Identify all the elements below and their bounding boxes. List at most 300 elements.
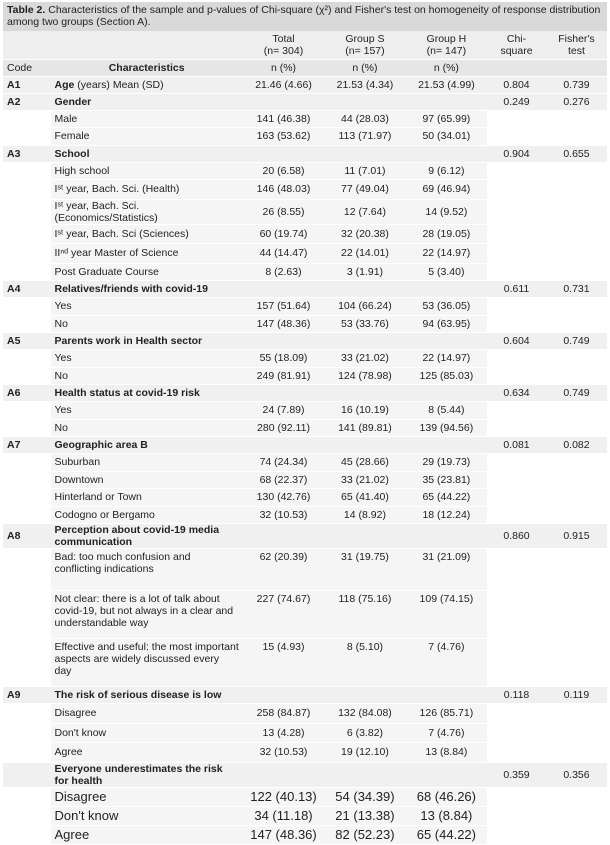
section-fisher: 0.119 [546,687,607,704]
section-total [243,145,324,162]
row-chi-blank [487,244,546,264]
section-chi: 0.634 [487,385,546,402]
section-title [51,145,243,162]
row-gs: 82 (52.23) [324,825,405,844]
row-gs: 77 (49.04) [324,180,405,200]
section-total [243,385,324,402]
row-gs: 53 (33.76) [324,315,405,333]
row-total: 147 (48.36) [243,315,324,333]
row-label: No [51,367,243,385]
section-code: A3 [3,145,51,162]
row-gh: 13 (8.84) [406,743,487,763]
row-label: Downtown [51,471,243,489]
row-code-blank [3,402,51,420]
row-gs: 54 (34.39) [324,787,405,806]
table-row [3,806,607,825]
section-code: A1 [3,76,51,93]
table-row [3,224,607,244]
row-fisher-blank [546,723,607,743]
section-title [51,93,243,110]
subheader-gs-npct: n (%) [324,59,405,76]
row-total: 60 (19.74) [243,224,324,244]
row-gs: 33 (21.02) [324,350,405,368]
table-row [3,402,607,420]
table-row [3,128,607,146]
row-fisher-blank [546,806,607,825]
section-total [243,93,324,110]
section-group-s [324,145,405,162]
row-chi-blank [487,263,546,281]
row-total: 280 (92.11) [243,419,324,437]
section-code: A2 [3,93,51,110]
row-gh: 5 (3.40) [406,263,487,281]
row-gs: 3 (1.91) [324,263,405,281]
row-gh: 13 (8.84) [406,806,487,825]
row-label: IIⁿᵈ year Master of Science [51,244,243,264]
row-gh: 65 (44.22) [406,825,487,844]
row-fisher-blank [546,263,607,281]
section-total: 21.46 (4.66) [243,76,324,93]
row-gh: 35 (23.81) [406,471,487,489]
row-label: No [51,315,243,333]
section-chi: 0.804 [487,76,546,93]
row-gh: 53 (36.05) [406,298,487,316]
row-chi-blank [487,743,546,763]
section-title-text: Health status at covid-19 risk [54,387,200,399]
row-gs: 11 (7.01) [324,162,405,180]
row-gh: 125 (85.03) [406,367,487,385]
row-gh: 29 (19.73) [406,454,487,472]
section-code: A9 [3,687,51,704]
row-label: High school [51,162,243,180]
row-gs: 65 (41.40) [324,489,405,507]
row-gh: 8 (5.44) [406,402,487,420]
row-code-blank [3,825,51,844]
row-code-blank [3,454,51,472]
row-code-blank [3,743,51,763]
section-chi: 0.604 [487,333,546,350]
section-row [3,437,607,454]
row-fisher-blank [546,244,607,264]
table-row [3,704,607,724]
row-fisher-blank [546,402,607,420]
row-chi-blank [487,224,546,244]
row-label: Yes [51,298,243,316]
section-group-s [324,762,405,787]
header-group-s-n: (n= 157) [345,44,385,57]
row-total: 13 (4.28) [243,723,324,743]
row-gh: 139 (94.56) [406,419,487,437]
section-title-text: Relatives/friends with covid-19 [54,283,208,295]
row-chi-blank [487,639,546,687]
section-row [3,145,607,162]
section-group-h [406,281,487,298]
row-gh: 9 (6.12) [406,162,487,180]
row-label: Effective and useful: the most important aspects are widely discussed every day [51,639,243,687]
row-chi-blank [487,489,546,507]
row-label: Not clear: there is a lot of talk about covid-19, but not always in a clear and understandable way [51,591,243,639]
row-code-blank [3,162,51,180]
section-chi: 0.860 [487,524,546,549]
row-fisher-blank [546,825,607,844]
section-title [51,762,243,787]
row-chi-blank [487,402,546,420]
row-code-blank [3,489,51,507]
section-group-s: 21.53 (4.34) [324,76,405,93]
row-code-blank [3,367,51,385]
row-total: 130 (42.76) [243,489,324,507]
section-row [3,524,607,549]
row-total: 227 (74.67) [243,591,324,639]
row-code-blank [3,639,51,687]
row-fisher-blank [546,199,607,224]
section-code: A8 [3,524,51,549]
row-total: 55 (18.09) [243,350,324,368]
row-total: 249 (81.91) [243,367,324,385]
section-total [243,437,324,454]
section-title [51,333,243,350]
section-title [51,385,243,402]
table-row [3,639,607,687]
section-code: A7 [3,437,51,454]
row-chi-blank [487,199,546,224]
section-fisher: 0.749 [546,333,607,350]
table-row [3,180,607,200]
subheader-gh-npct: n (%) [406,59,487,76]
section-title [51,76,243,93]
row-chi-blank [487,723,546,743]
section-title-text: Age [54,78,75,91]
row-gh: 18 (12.24) [406,506,487,524]
table-row [3,162,607,180]
section-title-text: Gender [54,95,92,108]
section-title-text: The risk of serious disease is low [54,689,222,701]
row-fisher-blank [546,704,607,724]
subheader-characteristics: Characteristics [51,59,243,76]
row-gh: 94 (63.95) [406,315,487,333]
row-gs: 118 (75.16) [324,591,405,639]
row-gh: 7 (4.76) [406,723,487,743]
row-gs: 22 (14.01) [324,244,405,264]
row-chi-blank [487,787,546,806]
row-total: 8 (2.63) [243,263,324,281]
row-code-blank [3,315,51,333]
row-label: Agree [51,825,243,844]
row-chi-blank [487,549,546,591]
header-group-h [406,31,487,59]
row-chi-blank [487,110,546,128]
section-fisher: 0.739 [546,76,607,93]
row-gs: 132 (84.08) [324,704,405,724]
section-title-text: Parents work in Health sector [54,335,203,347]
row-total: 15 (4.93) [243,639,324,687]
row-code-blank [3,787,51,806]
table-row [3,471,607,489]
table-row [3,244,607,264]
section-code: A6 [3,385,51,402]
row-total: 122 (40.13) [243,787,324,806]
row-chi-blank [487,825,546,844]
table-row [3,350,607,368]
row-label: Don't know [51,806,243,825]
row-fisher-blank [546,506,607,524]
section-chi: 0.359 [487,762,546,787]
header-group-h-n: (n= 147) [426,44,467,57]
row-code-blank [3,224,51,244]
section-code: A5 [3,333,51,350]
table-row [3,506,607,524]
section-group-s [324,385,405,402]
header-total-n: (n= 304) [263,44,304,57]
section-group-h [406,687,487,704]
row-label: Suburban [51,454,243,472]
table-row [3,263,607,281]
section-total [243,762,324,787]
row-gs: 8 (5.10) [324,639,405,687]
row-fisher-blank [546,639,607,687]
table-body [3,76,607,844]
row-fisher-blank [546,419,607,437]
subheader-total-npct: n (%) [243,59,324,76]
header-total [243,31,324,59]
header-char-blank [51,31,243,59]
header-chi: Chi-square [487,31,546,59]
section-fisher: 0.749 [546,385,607,402]
table-row [3,743,607,763]
row-chi-blank [487,180,546,200]
section-code [3,762,51,787]
row-gs: 113 (71.97) [324,128,405,146]
row-total: 62 (20.39) [243,549,324,591]
table-row [3,825,607,844]
row-fisher-blank [546,591,607,639]
row-fisher-blank [546,743,607,763]
row-chi-blank [487,419,546,437]
row-fisher-blank [546,471,607,489]
row-label: Bad: too much confusion and conflicting indications [51,549,243,591]
section-total [243,687,324,704]
row-code-blank [3,723,51,743]
row-fisher-blank [546,549,607,591]
section-fisher: 0.731 [546,281,607,298]
row-label: Female [51,128,243,146]
header-code-blank [3,31,51,59]
row-gs: 21 (13.38) [324,806,405,825]
row-total: 26 (8.55) [243,199,324,224]
row-label: Iˢᵗ year, Bach. Sci. (Economics/Statistics) [51,199,243,224]
section-title [51,281,243,298]
header-total-label: Total [272,32,295,45]
row-fisher-blank [546,128,607,146]
section-group-h [406,762,487,787]
section-group-h [406,145,487,162]
row-label: Hinterland or Town [51,489,243,507]
row-total: 32 (10.53) [243,743,324,763]
row-gs: 32 (20.38) [324,224,405,244]
section-group-h: 21.53 (4.99) [406,76,487,93]
row-chi-blank [487,471,546,489]
row-code-blank [3,419,51,437]
row-gs: 45 (28.66) [324,454,405,472]
row-gs: 16 (10.19) [324,402,405,420]
row-chi-blank [487,704,546,724]
section-group-h [406,333,487,350]
row-gs: 14 (8.92) [324,506,405,524]
row-code-blank [3,350,51,368]
section-group-s [324,333,405,350]
row-code-blank [3,199,51,224]
section-total [243,333,324,350]
row-fisher-blank [546,315,607,333]
subheader-code: Code [3,59,51,76]
header-fisher: Fisher's test [546,31,607,59]
row-gs: 31 (19.75) [324,549,405,591]
row-gh: 22 (14.97) [406,244,487,264]
row-total: 34 (11.18) [243,806,324,825]
row-label: Disagree [51,787,243,806]
section-row [3,93,607,110]
row-total: 24 (7.89) [243,402,324,420]
row-label: Agree [51,743,243,763]
section-row [3,76,607,93]
section-fisher: 0.082 [546,437,607,454]
row-fisher-blank [546,180,607,200]
row-gs: 124 (78.98) [324,367,405,385]
row-gs: 33 (21.02) [324,471,405,489]
row-chi-blank [487,506,546,524]
row-chi-blank [487,806,546,825]
section-title-text: Perception about covid-19 media communication [54,524,220,548]
row-fisher-blank [546,367,607,385]
subheader-row [3,59,607,76]
table-row [3,454,607,472]
section-chi: 0.081 [487,437,546,454]
section-row [3,333,607,350]
table-row [3,367,607,385]
section-chi: 0.611 [487,281,546,298]
section-group-s [324,687,405,704]
row-code-blank [3,549,51,591]
header-group-h-label: Group H [426,32,467,45]
table-row [3,549,607,591]
row-label: Yes [51,350,243,368]
row-gh: 68 (46.26) [406,787,487,806]
row-code-blank [3,704,51,724]
row-code-blank [3,110,51,128]
row-label: Iˢᵗ year, Bach. Sci (Sciences) [51,224,243,244]
table-row [3,787,607,806]
row-code-blank [3,506,51,524]
row-chi-blank [487,315,546,333]
section-group-s [324,524,405,549]
row-fisher-blank [546,224,607,244]
section-group-h [406,524,487,549]
row-chi-blank [487,298,546,316]
row-label: Don't know [51,723,243,743]
header-group-s [324,31,405,59]
table-row [3,419,607,437]
row-code-blank [3,128,51,146]
caption-text: Characteristics of the sample and p-values of Chi-square (χ²) and Fisher's test on homogeneity of response distribution among two groups (Section A). [7,4,601,28]
section-chi: 0.249 [487,93,546,110]
row-chi-blank [487,162,546,180]
section-row [3,687,607,704]
row-label: Yes [51,402,243,420]
table-row [3,489,607,507]
row-total: 44 (14.47) [243,244,324,264]
row-label: Codogno or Bergamo [51,506,243,524]
section-title-text: School [54,147,90,160]
row-chi-blank [487,591,546,639]
section-title [51,687,243,704]
table-caption [3,2,607,31]
row-total: 20 (6.58) [243,162,324,180]
table-row [3,110,607,128]
row-fisher-blank [546,162,607,180]
row-gh: 109 (74.15) [406,591,487,639]
section-title [51,524,243,549]
row-gh: 28 (19.05) [406,224,487,244]
row-total: 141 (46.38) [243,110,324,128]
section-chi: 0.118 [487,687,546,704]
table-row [3,591,607,639]
characteristics-table [3,31,607,845]
row-code-blank [3,263,51,281]
header-row [3,31,607,59]
section-title [51,437,243,454]
row-gh: 126 (85.71) [406,704,487,724]
section-fisher: 0.915 [546,524,607,549]
section-group-h [406,385,487,402]
row-gs: 12 (7.64) [324,199,405,224]
row-total: 68 (22.37) [243,471,324,489]
row-total: 32 (10.53) [243,506,324,524]
section-group-h [406,93,487,110]
section-chi: 0.904 [487,145,546,162]
row-gs: 6 (3.82) [324,723,405,743]
table-container [3,2,607,845]
section-title-suffix: (years) Mean (SD) [74,78,164,91]
row-gh: 7 (4.76) [406,639,487,687]
row-chi-blank [487,128,546,146]
row-chi-blank [487,454,546,472]
section-row [3,385,607,402]
row-fisher-blank [546,454,607,472]
row-gh: 97 (65.99) [406,110,487,128]
row-total: 147 (48.36) [243,825,324,844]
row-gh: 50 (34.01) [406,128,487,146]
row-fisher-blank [546,298,607,316]
row-code-blank [3,806,51,825]
row-gh: 31 (21.09) [406,549,487,591]
row-total: 146 (48.03) [243,180,324,200]
row-gh: 22 (14.97) [406,350,487,368]
row-label: No [51,419,243,437]
subheader-chi-blank [487,59,546,76]
section-group-s [324,281,405,298]
table-row [3,723,607,743]
row-gs: 44 (28.03) [324,110,405,128]
row-gs: 141 (89.81) [324,419,405,437]
row-gs: 19 (12.10) [324,743,405,763]
row-code-blank [3,298,51,316]
row-gs: 104 (66.24) [324,298,405,316]
section-fisher: 0.356 [546,762,607,787]
section-group-h [406,437,487,454]
section-total [243,524,324,549]
row-chi-blank [487,367,546,385]
row-total: 157 (51.64) [243,298,324,316]
